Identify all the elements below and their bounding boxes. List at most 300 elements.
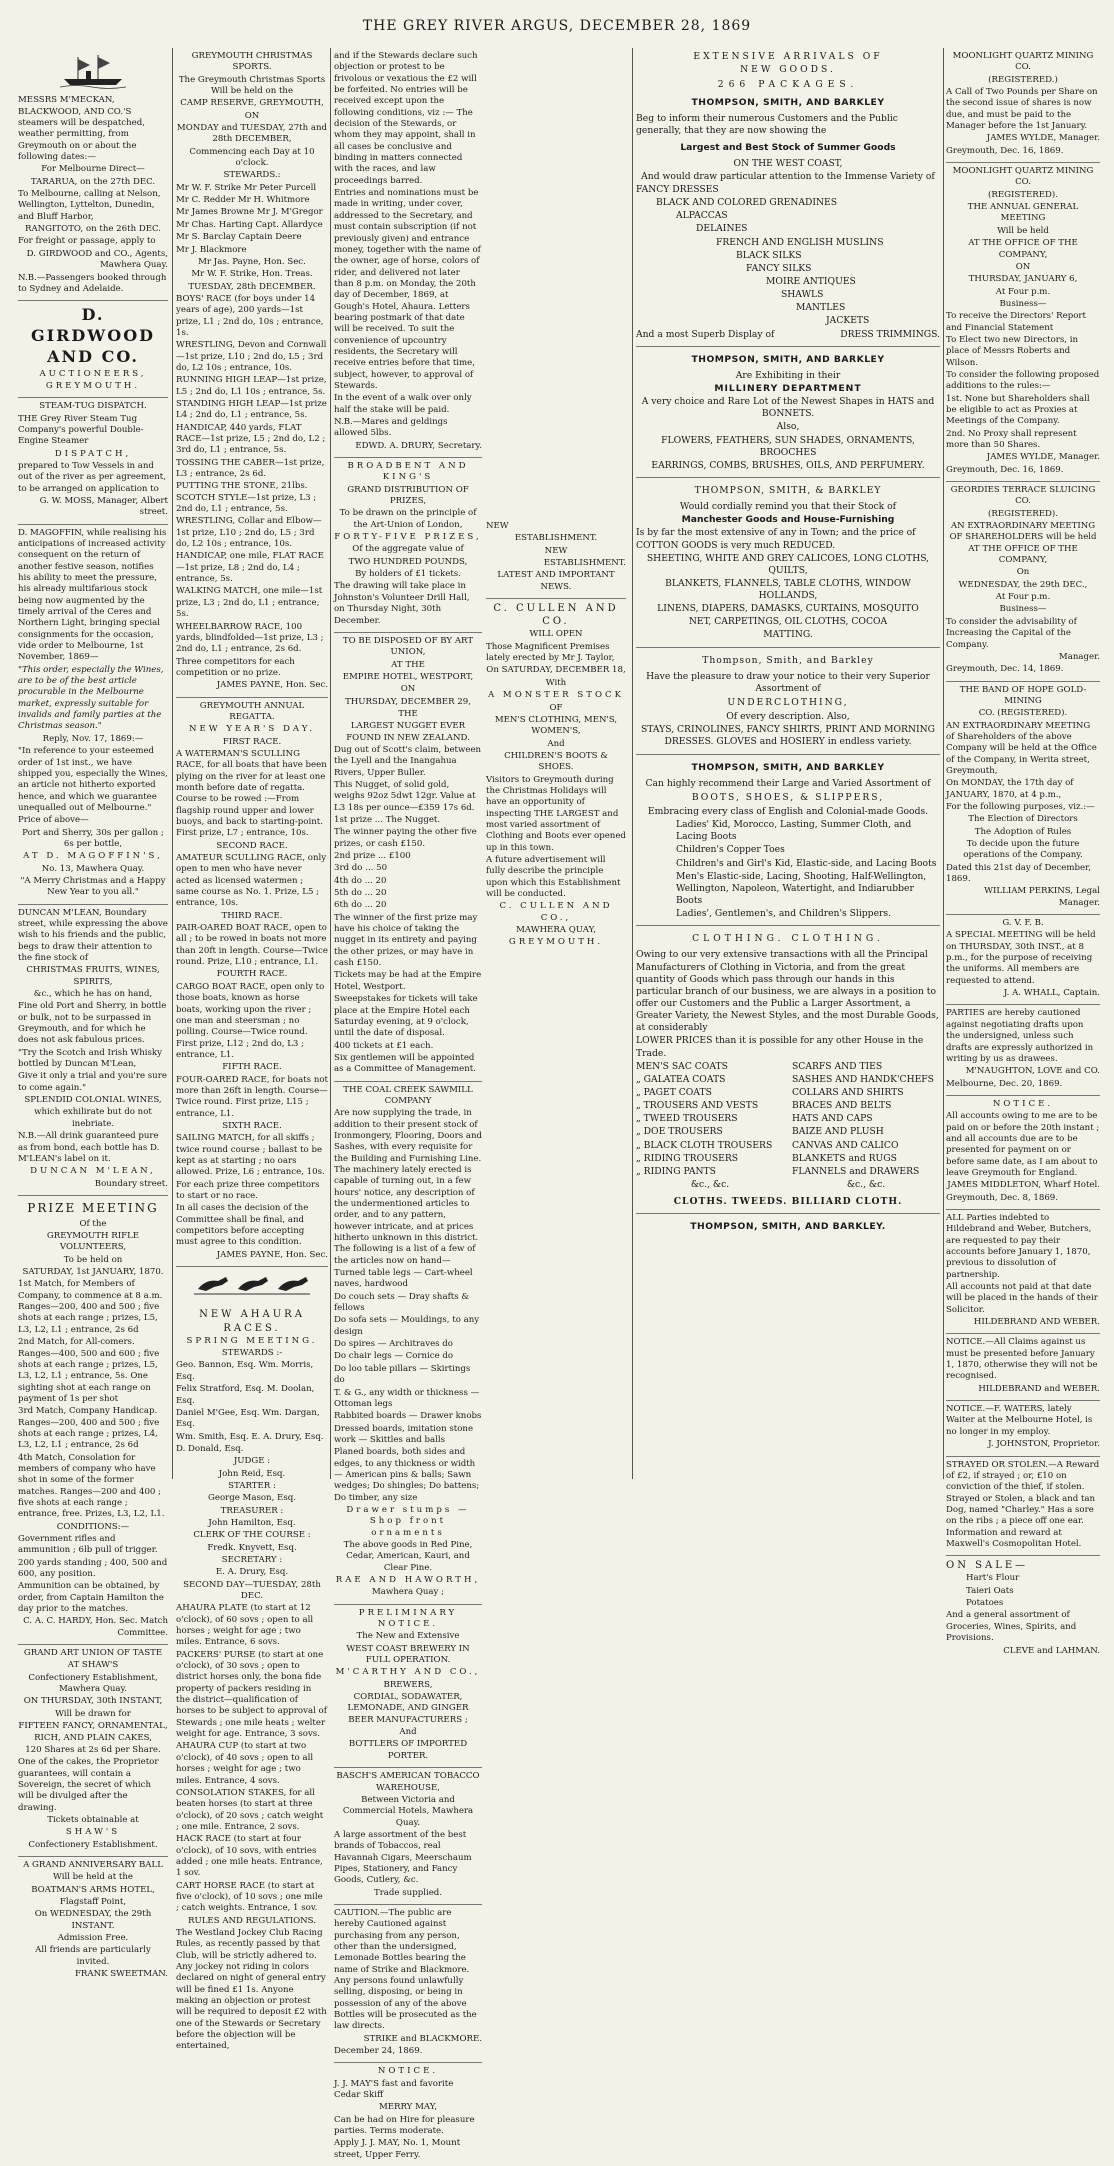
- goods-item: MANTLES: [796, 302, 846, 314]
- list-item: COLLARS AND SHIRTS: [792, 1086, 904, 1098]
- gvfb-ad: [946, 915, 1100, 1005]
- ad-text: LATEST AND IMPORTANT NEWS.: [497, 570, 615, 592]
- ad-text: 2nd prize ... £100: [334, 851, 411, 862]
- christmas-sports-ad: [176, 48, 328, 698]
- ad-text: TWO HUNDRED POUNDS,: [348, 556, 468, 567]
- column-3: [334, 48, 483, 2160]
- list-item: „ RIDING PANTS: [636, 1165, 716, 1177]
- ad-text: BOYS' RACE (for boys under 14 years of age), 200 yards—1st prize, L1 ; 2nd do, 10s ; entrance, 1s.: [176, 293, 324, 338]
- ad-heading: NOTICE.: [377, 2066, 439, 2077]
- ad-text: Confectionery Establishment.: [28, 1839, 158, 1850]
- shipping-text: MESSRS M'MECKAN, BLACKWOOD, AND CO.'S steamers will be despatched, weather permitting, from Greymouth on or about the following dates:—: [18, 95, 145, 163]
- ad-text: HACK RACE (to start at four o'clock), of 10 sovs, with entries added ; one mile heats. Entrance, 1 sov.: [176, 1834, 323, 1879]
- ad-text: Government rifles and ammunition ; 6lb pull of trigger.: [18, 1534, 158, 1556]
- firm-name: THOMPSON, SMITH, AND BARKLEY: [691, 353, 885, 365]
- ad-text: One of the cakes, the Proprietor guarantees, will contain a Sovereign, the secret of which will be divulged after the drawing.: [18, 1757, 159, 1813]
- shipping-text: To Melbourne, calling at Nelson, Wellington, Lyttelton, Dunedin, and Bluff Harbor,: [18, 189, 161, 222]
- ad-text: Wm. Smith, Esq. E. A. Drury, Esq.: [176, 1431, 324, 1442]
- boots-ad: [636, 755, 940, 927]
- ball-ad: [18, 1857, 168, 1985]
- column-1: [18, 48, 168, 1980]
- blank-area: [486, 48, 626, 518]
- clothing-list-right: [792, 1061, 940, 1192]
- ad-text: DISPATCH,: [54, 448, 132, 459]
- ad-text: 1st. None but Shareholders shall be eligible to act as Proxies at Meetings of the Company.: [946, 393, 1090, 427]
- ad-text: CONDITIONS:—: [56, 1521, 130, 1532]
- ad-text: LARGEST NUGGET EVER FOUND IN NEW ZEALAND.: [346, 721, 470, 743]
- ad-text: Fredk. Knyvett, Esq.: [207, 1542, 297, 1553]
- goods-item: SHAWLS: [781, 289, 824, 301]
- list-item: SCARFS AND TIES: [792, 1060, 883, 1072]
- ad-text: and if the Stewards declare such objection or protest to be frivolous or vexatious the £2 will be forfeited. No entries will be received except upon the following conditions, viz :— The decision of the Stewards, or whom they may appoint, shall in all cases be conclusive and binding in matters connected with the races, and law proceedings barred.: [334, 51, 478, 186]
- waters-notice: [946, 1401, 1100, 1456]
- ad-heading: A GRAND ANNIVERSARY BALL: [23, 1859, 163, 1870]
- ad-heading: ON SALE—: [946, 1560, 1029, 1572]
- ad-text: The New and Extensive: [356, 1631, 460, 1642]
- list-item: „ PAGET COATS: [636, 1086, 712, 1098]
- ad-heading: D. GIRDWOOD AND CO.: [30, 305, 156, 367]
- ad-heading: C. CULLEN AND CO.: [493, 603, 619, 628]
- ad-text: TOSSING THE CABER—1st prize, L3 ; entrance, 2s 6d.: [176, 457, 325, 480]
- merry-may-notice: [334, 2063, 482, 2166]
- ad-text: Tickets obtainable at: [47, 1814, 139, 1825]
- ad-heading: G. V. F. B.: [1002, 918, 1044, 929]
- ad-text: 5th do ... 20: [334, 888, 387, 899]
- ad-text: Greymouth, Dec. 8, 1869.: [946, 1192, 1059, 1203]
- ad-text: LINENS, DIAPERS, DAMASKS, CURTAINS, MOSQUITO: [657, 603, 919, 615]
- ad-text: Business—: [999, 604, 1047, 615]
- ad-text: Between Victoria and Commercial Hotels, Mawhera Quay.: [342, 1794, 474, 1828]
- ad-text: BLANKETS, FLANNELS, TABLE CLOTHS, WINDOW HOLLANDS,: [665, 577, 911, 602]
- mclean-ad: [18, 905, 168, 1196]
- ad-text: J. J. MAY'S fast and favorite Cedar Skiff: [334, 2078, 454, 2101]
- ad-heading: THE BAND OF HOPE GOLD-MINING: [959, 684, 1087, 706]
- ad-text: Of the: [79, 1218, 107, 1229]
- firm-name: THOMPSON, SMITH, AND BARKLEY: [691, 761, 885, 773]
- list-item: HATS AND CAPS: [792, 1113, 873, 1125]
- ad-text: SHAW'S: [65, 1827, 121, 1838]
- ad-text: Fine old Port and Sherry, in bottle or bulk, not to be surpassed in Greymouth, and for which he does not ask fabulous prices.: [18, 1001, 167, 1046]
- ad-text: Greymouth, Dec. 14, 1869.: [946, 664, 1064, 675]
- ad-text: To consider the following proposed additions to the rules:—: [946, 369, 1100, 392]
- ad-text: (REGISTERED.): [988, 74, 1058, 85]
- column-4: [486, 48, 626, 1481]
- list-item: „ TROUSERS AND VESTS: [636, 1100, 759, 1112]
- goods-item: DELAINES: [696, 223, 748, 235]
- ad-text: Felix Stratford, Esq. M. Doolan, Esq.: [176, 1384, 315, 1406]
- ad-text: 2nd Match, for All-comers. Ranges—400, 500 and 600 ; five shots at each range ; prizes, L5, L3, L2, L1 ; entrance, 5s. One sighting shot at each range on payment of 1s per shot: [18, 1337, 160, 1404]
- list-item: „ RIDING TROUSERS: [636, 1152, 739, 1164]
- ad-text: STANDING HIGH LEAP—1st prize L4 ; 2nd do, L1 ; entrance, 5s.: [176, 398, 327, 421]
- clothing-list: [636, 1061, 940, 1192]
- list-item: FLANNELS and DRAWERS: [792, 1165, 920, 1177]
- ad-text: E. A. Drury, Esq.: [215, 1567, 289, 1578]
- ad-text: Do sofa sets — Mouldings, to any design: [334, 1315, 480, 1337]
- ad-text: EMPIRE HOTEL, WESTPORT,: [342, 671, 474, 682]
- ad-heading: GREYMOUTH CHRISTMAS SPORTS.: [191, 51, 313, 73]
- ad-text: All accounts not paid at that date will be placed in the hands of their Solicitor.: [946, 1282, 1098, 1315]
- ad-text: Reply, Nov. 17, 1869:—: [42, 733, 144, 744]
- ad-text: The Adoption of Rules: [974, 826, 1072, 837]
- tobacco-ad: [334, 1768, 482, 1905]
- goods-item: MOIRE ANTIQUES: [766, 275, 856, 287]
- ad-text: And would draw particular attention to the Immense Variety of: [641, 170, 935, 182]
- manchester-heading: Manchester Goods and House-Furnishing: [681, 514, 895, 526]
- ad-heading: GRAND ART UNION OF TASTE: [23, 1648, 163, 1659]
- ad-text: Beg to inform their numerous Customers and the Public generally, that they are now showing the: [636, 113, 898, 137]
- ad-text: ON: [244, 110, 260, 121]
- ad-text: 400 tickets at £1 each.: [334, 1040, 434, 1051]
- goods-item: BLACK SILKS: [736, 249, 802, 261]
- ad-text: NEW YEAR'S DAY.: [188, 724, 315, 735]
- ad-text: 6th do ... 20: [334, 900, 387, 911]
- ad-text: ON: [400, 684, 416, 695]
- ad-text: WHEELBARROW RACE, 100 yards, blindfolded—1st prize, L3 ; 2nd do, L1 ; entrance, 2s 6d.: [176, 621, 324, 655]
- summer-goods-heading: Largest and Best Stock of Summer Goods: [680, 141, 896, 153]
- list-item: „ TWEED TROUSERS: [636, 1113, 738, 1125]
- cullen-ad: [486, 599, 626, 954]
- ad-text: C. A. C. HARDY, Hon. Sec. Match Committee.: [23, 1616, 168, 1638]
- list-item: MEN'S SAC COATS: [636, 1060, 728, 1072]
- ad-text: GREYMOUTH.: [45, 380, 141, 391]
- ad-text: Do spires — Architraves do: [334, 1339, 453, 1350]
- ad-text: To Elect two new Directors, in place of Messrs Roberts and Wilson.: [946, 334, 1079, 368]
- ad-text: J. JOHNSTON, Proprietor.: [988, 1439, 1100, 1450]
- goods-item: JACKETS: [826, 315, 870, 327]
- firm-name: THOMPSON, SMITH, AND BARKLEY: [691, 97, 885, 109]
- ad-text: At Four p.m.: [995, 592, 1051, 603]
- ad-text: Also,: [776, 421, 800, 433]
- underclothing-heading: UNDERCLOTHING,: [727, 697, 849, 709]
- ad-text: GRAND DISTRIBUTION OF PRIZES,: [347, 484, 469, 507]
- ad-text: Do loo table pillars — Skirtings do: [334, 1363, 471, 1386]
- ad-text: MONDAY and TUESDAY, 27th and 28th DECEMBER,: [176, 123, 328, 145]
- ad-text: STARTER :: [228, 1480, 276, 1491]
- ad-text: AT SHAW'S: [67, 1660, 119, 1671]
- ad-text: STRAYED OR STOLEN.—A Reward of £2, if strayed ; or, £10 on conviction of the thief, if stolen. Strayed or Stolen, a black and tan Dog, named "Charley." Has a sore on the ribs ; a piece off one ear. Information and reward at Maxwell's Cosmopolitan Hotel.: [946, 1459, 1100, 1549]
- column-5: [636, 48, 940, 1481]
- ad-text: (REGISTERED).: [988, 189, 1058, 200]
- list-item: &c., &c.: [690, 1178, 730, 1190]
- ad-text: N.B.—All drink guaranteed pure as from bond, each bottle has D. M'LEAN's label on it.: [18, 1131, 160, 1164]
- ad-text: ON THURSDAY, 30th INSTANT,: [23, 1696, 163, 1707]
- ad-text: Mr J. Blackmore: [176, 244, 247, 255]
- ad-text: 120 Shares at 2s 6d per Share.: [25, 1744, 161, 1755]
- ad-text: AUCTIONEERS,: [39, 368, 147, 379]
- ad-text: BREWERS,: [383, 1679, 433, 1690]
- ad-text: "This order, especially the Wines, are to be of the best article procurable in the Melbourne market, expressly suitable for invalids and family parties at the Christmas season.": [18, 664, 164, 732]
- ad-text: Boundary street.: [94, 1178, 168, 1189]
- nugget-ad: [334, 633, 482, 1082]
- ad-text: Trade supplied.: [373, 1887, 443, 1898]
- ad-text: Can be had on Hire for pleasure parties. Terms moderate.: [334, 2114, 475, 2137]
- ad-text: PAIR-OARED BOAT RACE, open to all ; to be rowed in boats not more than 20ft in length. Course—Twice round. Prize, L10 ; entrance, L1.: [176, 923, 328, 968]
- ad-text: (REGISTERED).: [988, 508, 1058, 519]
- ad-text: By holders of £1 tickets.: [355, 569, 461, 580]
- ad-text: ESTABLISHMENT.: [514, 533, 598, 544]
- ad-text: PARTIES are hereby cautioned against negotiating drafts upon the undersigned, unless such drafts are expressly authorized in writing by us as drawees.: [946, 1008, 1094, 1064]
- list-item: „ GALATEA COATS: [636, 1073, 726, 1085]
- claims-notice: [946, 1334, 1100, 1401]
- race-rules-continued: [334, 48, 482, 458]
- ad-text: D. MAGOFFIN, while realising his anticipations of increased activity consequent on the return of another festive season, notifies his ability to meet the pressure, his already multifarious stock being now augmented by the timely arrival of the Ceres and Northern Light, bringing special consignments for the occasion, vide order to Melbourne, 1st November, 1869—: [18, 527, 167, 663]
- ad-text: NOTICE.—F. WATERS, lately Waiter at the Melbourne Hotel, is no longer in my employ.: [946, 1404, 1093, 1437]
- ad-text: WRESTLING, Devon and Cornwall—1st prize, L10 ; 2nd do, L5 ; 3rd do, L2 10s ; entrance, 10s.: [176, 340, 327, 373]
- ad-text: For the following purposes, viz.:—: [946, 801, 1095, 812]
- ad-text: LOWER PRICES than it is possible for any other House in the Trade.: [636, 1035, 924, 1059]
- ad-text: T. & G., any width or thickness — Ottoman legs: [334, 1387, 480, 1409]
- ad-text: Those Magnificent Premises lately erected by Mr J. Taylor,: [486, 641, 615, 664]
- ad-text: On: [1016, 567, 1030, 578]
- column-2: [176, 48, 328, 2052]
- ad-text: AHAURA PLATE (to start at 12 o'clock), of 60 sovs ; open to all horses ; weight for age ; two miles. Entrance, 6 sovs.: [176, 1603, 314, 1648]
- ad-text: Mr James Browne Mr J. M'Gregor: [176, 207, 323, 218]
- magoffin-ad: [18, 525, 168, 905]
- ad-text: THE: [398, 708, 418, 719]
- shipping-text: For freight or passage, apply to: [18, 236, 156, 247]
- ad-text: And a most Superb Display of: [636, 328, 775, 340]
- ad-text: TUESDAY, 28th DECEMBER.: [188, 281, 316, 292]
- ad-text: Can highly recommend their Large and Varied Assortment of: [645, 777, 931, 789]
- ad-text: Taieri Oats: [966, 1585, 1014, 1596]
- shipping-text: RANGITOTO, on the 26th DEC.: [24, 224, 162, 235]
- ad-text: Hart's Flour: [966, 1573, 1020, 1584]
- ad-text: A Call of Two Pounds per Share on the second issue of shares is now due, and must be paid to the Manager before the 1st January.: [946, 87, 1098, 132]
- ad-text: Planed boards, both sides and edges, to any thickness or width — American pins & balls; Sawn wedges; Do shingles; Do battens; Do timber, any size: [334, 1447, 480, 1503]
- ad-text: ESTABLISHMENT.: [543, 558, 626, 569]
- regatta-ad: [176, 698, 328, 1268]
- ad-text: prepared to Tow Vessels in and out of the river as per agreement, to be arranged on application to: [18, 460, 166, 494]
- ad-text: Three competitors for each competition or no prize.: [176, 656, 295, 678]
- ad-text: STAYS, CRINOLINES, FANCY SHIRTS, PRINT AND MORNING DRESSES. GLOVES and HOSIERY in endless variety.: [640, 724, 936, 748]
- ad-heading: GREYMOUTH ANNUAL REGATTA.: [199, 700, 305, 722]
- ad-text: And: [547, 738, 565, 749]
- ad-text: John Hamilton, Esq.: [208, 1517, 296, 1528]
- ad-text: AHAURA CUP (to start at two o'clock), of 40 sovs ; open to all horses ; weight for age ; two miles. Entrance, 4 sovs.: [176, 1741, 314, 1786]
- ad-text: ALL Parties indebted to Hildebrand and Weber, Butchers, are requested to pay their accounts before January 1, 1870, previous to dissolution of partnership.: [946, 1212, 1092, 1280]
- strayed-ad: [946, 1457, 1100, 1557]
- ad-text: D. Donald, Esq.: [176, 1443, 244, 1454]
- ad-text: FRANK SWEETMAN.: [74, 1969, 168, 1980]
- ad-text: JAMES PAYNE, Hon. Sec.: [216, 1249, 328, 1260]
- ad-text: Apply J. J. MAY, No. 1, Mount street, Upper Ferry.: [334, 2138, 461, 2160]
- ad-text: N.B.—Mares and geldings allowed 5lbs.: [334, 417, 448, 439]
- ad-heading: EXTENSIVE ARRIVALS OF: [693, 51, 883, 62]
- column-6: [946, 48, 1100, 1656]
- ad-text: FIFTH RACE.: [222, 1062, 282, 1073]
- ad-text: 2nd. No Proxy shall represent more than 50 Shares.: [946, 428, 1077, 450]
- ad-text: FOUR-OARED RACE, for boats not more than 26ft in length. Course—Twice round. First prize, L15 ; entrance, L1.: [176, 1074, 328, 1119]
- ahaura-races-ad: [176, 1305, 328, 2057]
- ad-text: Sweepstakes for tickets will take place at the Empire Hotel each Saturday evening, at 9 o'clock, until the date of disposal.: [334, 994, 478, 1039]
- prize-meeting-ad: [18, 1196, 168, 1645]
- art-union-ad: [18, 1645, 168, 1857]
- ad-text: WRESTLING, Collar and Elbow—1st prize, L10 ; 2nd do, L5 ; 3rd do, L2 10s ; entrance, 10s.: [176, 516, 322, 550]
- ad-text: Will be drawn for: [55, 1708, 131, 1719]
- ad-text: All friends are particularly invited.: [35, 1945, 151, 1967]
- ad-heading: THE COAL CREEK SAWMILL COMPANY: [343, 1084, 473, 1106]
- parties-ad: [946, 1005, 1100, 1095]
- ad-heading: BASCH'S AMERICAN TOBACCO WAREHOUSE,: [336, 1771, 480, 1793]
- ad-text: HILDEBRAND and WEBER.: [978, 1383, 1100, 1394]
- ad-text: "In reference to your esteemed order of 1st inst., we have shipped you, especially the Wines, an article not hitherto exported hence, and which we guarantee unequalled out of Melbourne.": [18, 746, 168, 813]
- ad-text: SECOND RACE.: [216, 840, 288, 851]
- ad-text: Rabbited boards — Drawer knobs: [334, 1411, 482, 1422]
- ad-text: This Nugget, of solid gold, weighs 92oz 5dwt 12gr. Value at L3 18s per ounce—£359 17s 6d.: [334, 779, 476, 813]
- ad-text: which exhilirate but do not inebriate.: [34, 1107, 152, 1129]
- ad-text: Daniel M'Gee, Esq. Wm. Dargan, Esq.: [176, 1407, 320, 1430]
- ad-text: Are now supplying the trade, in addition to their present stock of Ironmongery, Flooring, Doors and Sashes, with every requisite for the Building and Furnishing Line. The machinery lately erected is capable of turning out, in a few hours' notice, any description of the undermentioned articles to order, and to any pattern, however intricate, and at prices hitherto unknown in this district. The following is a list of a few of the articles now on hand—: [334, 1108, 483, 1266]
- ad-text: SPRING MEETING.: [186, 1335, 318, 1346]
- millinery-ad: [636, 347, 940, 478]
- ad-text: CONSOLATION STAKES, for all beaten horses (to start at three o'clock), of 20 sovs ; catch weight ; one mile. Entrance, 2 sovs.: [176, 1787, 324, 1832]
- ad-text: FLOWERS, FEATHERS, SUN SHADES, ORNAMENTS, BROOCHES: [661, 434, 915, 458]
- ad-text: HILDEBRAND AND WEBER.: [973, 1317, 1100, 1328]
- firm-name: THOMPSON, SMITH, & BARKLEY: [694, 484, 882, 496]
- cloths-line: CLOTHS. TWEEDS. BILLIARD CLOTH.: [673, 1196, 903, 1208]
- ad-text: Six gentlemen will be appointed as a Committee of Management.: [334, 1052, 476, 1075]
- ad-text: Tickets may be had at the Empire Hotel, Westport.: [334, 970, 482, 992]
- ad-text: 200 yards standing ; 400, 500 and 600, any position.: [18, 1557, 168, 1580]
- ad-text: CORDIAL, SODAWATER, LEMONADE, AND GINGER BEER MANUFACTURERS ;: [347, 1692, 469, 1725]
- clothing-list-left: [636, 1061, 784, 1192]
- ad-text: Would cordially remind you that their Stock of: [679, 501, 897, 513]
- ad-text: SPLENDID COLONIAL WINES,: [24, 1095, 162, 1106]
- ad-text: MERRY MAY,: [378, 2102, 438, 2113]
- ad-text: For each prize three competitors to start or no race.: [176, 1179, 320, 1201]
- ad-text: M'NAUGHTON, LOVE and CO.: [965, 1066, 1100, 1077]
- ad-text: STEWARDS :-: [221, 1348, 283, 1359]
- ad-text: Children's and Girl's Kid, Elastic-side, and Lacing Boots: [676, 857, 937, 869]
- ad-text: WALKING MATCH, one mile—1st prize, L3 ; 2nd do, L1 ; entrance, 5s.: [176, 586, 323, 620]
- ad-text: The above goods in Red Pine, Cedar, American, Kauri, and Clear Pine.: [343, 1539, 473, 1573]
- column-rule: [172, 48, 173, 1479]
- ad-text: GREYMOUTH.: [508, 937, 604, 948]
- ad-text: WILLIAM PERKINS, Legal Manager.: [984, 886, 1100, 908]
- goods-item: FANCY SILKS: [746, 262, 812, 274]
- ad-text: MATTING.: [763, 629, 813, 641]
- ad-text: AN EXTRAORDINARY MEETING of Shareholders of the above Company will be held at the Office of the Company, in Werita street, Greymouth,: [946, 720, 1097, 776]
- ad-text: Mr Chas. Harting Capt. Allardyce: [176, 219, 323, 230]
- ad-text: SHEETING, WHITE AND GREY CALICOES, LONG CLOTHS, QUILTS,: [646, 552, 930, 576]
- ad-text: WEST COAST BREWERY IN FULL OPERATION.: [346, 1643, 470, 1666]
- ad-text: RAE AND HAWORTH,: [335, 1575, 481, 1585]
- ad-heading: BROADBENT AND KING'S: [347, 461, 469, 483]
- moonlight-meeting-ad: [946, 163, 1100, 482]
- millinery-heading: MILLINERY DEPARTMENT: [714, 382, 862, 394]
- band-of-hope-ad: [946, 682, 1100, 916]
- ad-text: CO. (REGISTERED).: [978, 708, 1068, 719]
- ad-text: SATURDAY, 1st JANUARY, 1870.: [22, 1267, 164, 1278]
- ad-text: "Try the Scotch and Irish Whisky bottled by Duncan M'Lean,: [18, 1047, 162, 1070]
- ad-text: 1st prize ... The Nugget.: [334, 815, 441, 825]
- ad-text: FOURTH RACE.: [216, 969, 288, 980]
- ad-text: THURSDAY, JANUARY 6,: [968, 274, 1078, 285]
- ad-heading: PRELIMINARY NOTICE.: [358, 1607, 458, 1630]
- ad-text: M'CARTHY AND CO.,: [335, 1667, 481, 1678]
- ad-text: THIRD RACE.: [221, 910, 283, 921]
- ad-heading: MOONLIGHT QUARTZ MINING CO.: [952, 166, 1094, 188]
- ad-text: To receive the Directors' Report and Financial Statement: [946, 311, 1086, 333]
- ad-text: CAUTION.—The public are hereby Cautioned against purchasing from any person, other than the undersigned, Lemonade Bottles bearing the name of Strike and Blackmore. Any persons found unlawfully selling, disposing, or being in possession of any of the above Bottles will be prosecuted as the law directs.: [334, 1907, 477, 2032]
- ad-text: Will be held: [997, 225, 1049, 236]
- ad-text: Do chair legs — Cornice do: [334, 1351, 454, 1362]
- ad-text: Drawer stumps — Shop front ornaments: [346, 1504, 470, 1538]
- ad-text: BOATMAN'S ARMS HOTEL,: [31, 1884, 155, 1895]
- ad-text: A SPECIAL MEETING will be held on THURSDAY, 30th INST., at 8 p.m., for the purpose of receiving the uniforms. All members are requested to attend.: [946, 930, 1096, 986]
- ad-heading: GEORDIES TERRACE SLUICING CO.: [950, 485, 1096, 507]
- ad-text: PUTTING THE STONE, 21lbs. SCOTCH STYLE—1st prize, L3 ; 2nd do, L1 ; entrance, 5s.: [176, 481, 317, 515]
- new-establishment-ad: [486, 518, 626, 599]
- boots-heading: BOOTS, SHOES, & SLIPPERS,: [691, 791, 885, 803]
- ad-text: Will be held at the: [53, 1872, 133, 1883]
- ad-text: THE Grey River Steam Tug Company's powerful Double-Engine Steamer: [18, 413, 144, 447]
- list-item: BRACES AND BELTS: [792, 1100, 892, 1112]
- ad-text: "A Merry Christmas and a Happy New Year to you all.": [20, 875, 166, 898]
- ad-text: WILL OPEN: [529, 629, 583, 640]
- list-item: „ DOE TROUSERS: [636, 1126, 723, 1138]
- ad-text: SAILING MATCH, for all skiffs ; twice round course ; ballast to be kept as at starting ; no oars allowed. Prize, L6 ; entrance, 10s.: [176, 1133, 325, 1178]
- ad-text: Visitors to Greymouth during the Christmas Holidays will have an opportunity of inspecting THE LARGEST and most varied assortment of Clothing and Boots ever opened up in this town.: [486, 774, 626, 853]
- manchester-ad: [636, 478, 940, 648]
- ad-text: Geo. Bannon, Esq. Wm. Morris, Esq.: [176, 1360, 314, 1382]
- ad-text: On MONDAY, the 17th day of JANUARY, 1870, at 4 p.m.,: [946, 778, 1074, 800]
- ad-text: John Reid, Esq.: [218, 1468, 286, 1479]
- list-item: „ BLACK CLOTH TROUSERS: [636, 1139, 773, 1151]
- ad-text: To be held on: [63, 1254, 123, 1265]
- new-goods-ad: [636, 48, 940, 347]
- ad-text: Entries and nominations must be made in writing, under cover, addressed to the Secretary, and must contain subscription (if not previously given) and entrance money, together with the name of the owner, age of horse, colors of rider, and delivered not later than 8 p.m. on Monday, the 20th day of December, 1869, at Gough's Hotel, Ahaura. Letters bearing postmark of that date will be received. To suit the convenience of upcountry residents, the Secretary will receive entries before that time, subject, however, to approval of Stewards.: [334, 188, 481, 391]
- ad-text: JAMES WYLDE, Manager.: [986, 452, 1100, 463]
- list-item: BLANKETS and RUGS: [792, 1152, 897, 1164]
- ad-text: Ladies' Kid, Morocco, Lasting, Summer Cloth, and Lacing Boots: [676, 819, 912, 843]
- ad-text: At Four p.m.: [995, 286, 1051, 297]
- ad-text: NEW: [544, 545, 568, 556]
- ad-text: SECRETARY :: [221, 1554, 283, 1565]
- ad-text: A future advertisement will fully describe the principle upon which this Establishment will be conducted.: [486, 854, 621, 899]
- ad-text: ON: [1015, 261, 1031, 272]
- ad-text: Owing to our very extensive transactions with all the Principal Manufacturers of Clothing in Victoria, and from the great quantity of Goods which pass through our hands in this particular branch of our business, we are always in a position to offer our Customers and the Public a Larger Assortment, a Greater Variety, the Newest Styles, and the most Durable Goods, at considerably: [636, 949, 939, 1034]
- ad-text: Children's Copper Toes: [676, 844, 785, 856]
- ad-text: The Greymouth Christmas Sports Will be held on the: [178, 74, 326, 97]
- ad-text: Greymouth, Dec. 16, 1869.: [946, 464, 1064, 475]
- ad-text: A very choice and Rare Lot of the Newest Shapes in HATS and BONNETS.: [641, 396, 935, 420]
- ad-text: Embracing every class of English and Colonial-made Goods.: [647, 806, 929, 818]
- list-item: SASHES AND HANDK'CHEFS: [792, 1073, 934, 1085]
- ad-text: NET, CARPETINGS, OIL CLOTHS, COCOA: [688, 616, 888, 628]
- ad-text: To be drawn on the principle of the Art-Union of London,: [339, 508, 477, 530]
- ad-text: Are Exhibiting in their: [735, 369, 841, 381]
- goods-item: FANCY DRESSES: [636, 183, 719, 195]
- ad-text: Of every description. Also,: [726, 711, 850, 723]
- ad-text: The Westland Jockey Club Racing Rules, as recently passed by that Club, will be strictly adhered to. Any jockey not riding in colors declared on night of general entry will be fined £1 1s. Anyone making an objection or protest will be required to deposit £2 with one of the Stewards or Secretary before the objection will be entertained,: [176, 1927, 327, 2052]
- ad-text: RULES AND REGULATIONS.: [188, 1915, 316, 1926]
- ad-text: Mr S. Barclay Captain Deere: [176, 232, 302, 243]
- ad-text: December 24, 1869.: [334, 2046, 423, 2057]
- girdwood-ad: [18, 301, 168, 398]
- ad-text: &c., which he has on hand,: [33, 989, 153, 1000]
- ad-text: AT D. MAGOFFIN'S,: [23, 851, 163, 862]
- ad-text: EDWD. A. DRURY, Secretary.: [355, 440, 482, 451]
- hildebrand-ad: [946, 1210, 1100, 1334]
- ad-text: On WEDNESDAY, the 29th INSTANT.: [34, 1909, 152, 1931]
- ad-text: Dressed boards, imitation stone work — Skittles and balls: [334, 1423, 474, 1445]
- ad-text: CARGO BOAT RACE, open only to those boats, known as horse boats, working upon the river ; one man and steersman ; no polling. Course—Twice round. First prize, L12 ; 2nd do, L3 ; entrance, L1.: [176, 981, 325, 1060]
- shipping-text: D. GIRDWOOD and CO., Agents, Mawhera Quay.: [26, 248, 168, 271]
- goods-item: FRENCH AND ENGLISH MUSLINS: [716, 236, 884, 248]
- list-item: BAIZE AND PLUSH: [792, 1126, 884, 1138]
- ad-text: Ammunition can be obtained, by order, from Captain Hamilton the day prior to the matches.: [18, 1581, 164, 1615]
